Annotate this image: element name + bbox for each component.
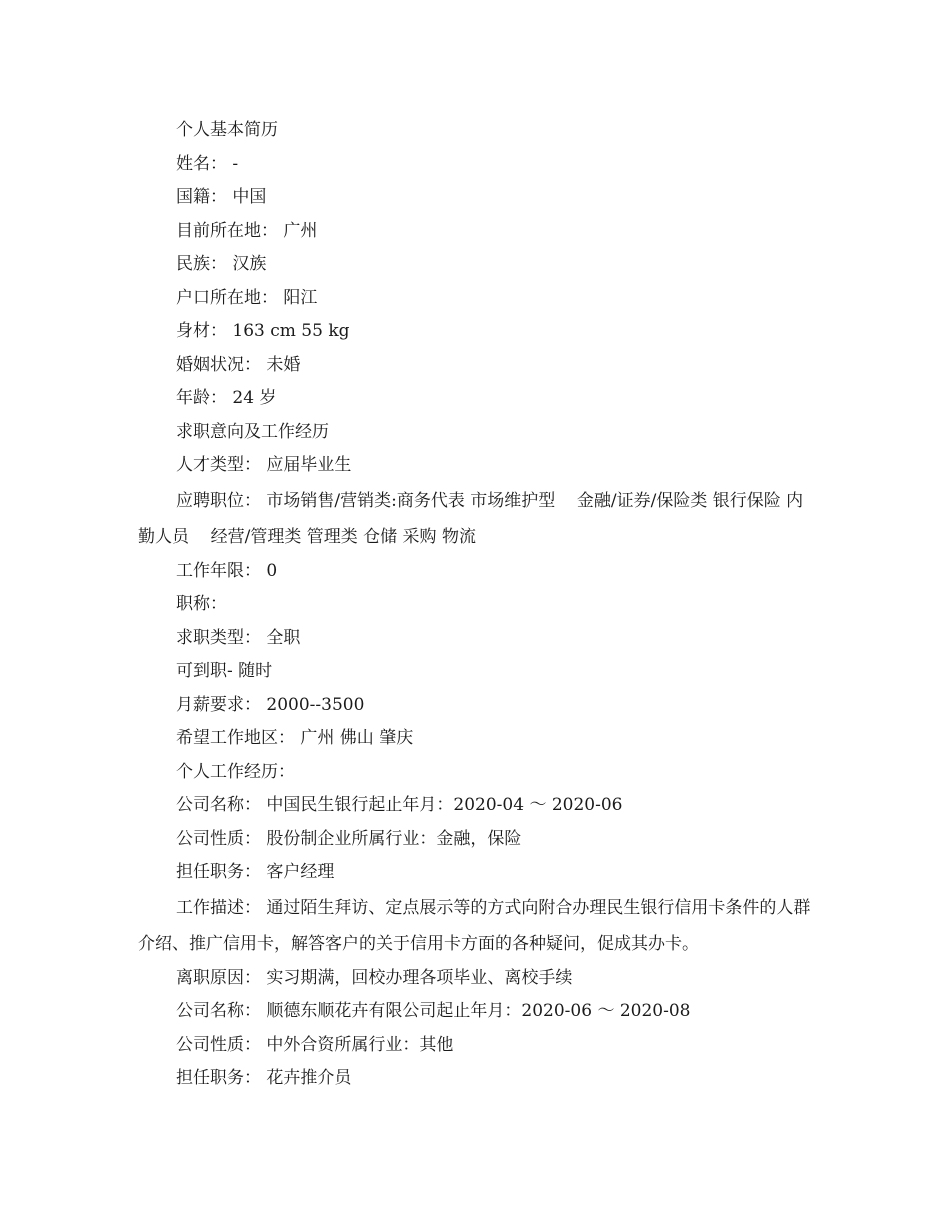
company-2-name-line: 公司名称： 顺德东顺花卉有限公司起止年月：2020-06 ～ 2020-08 [176, 1001, 691, 1021]
work-years-line: 工作年限： 0 [176, 560, 278, 581]
title-line: 职称： [176, 594, 227, 614]
company-1-description-paragraph: 工作描述： 通过陌生拜访、定点展示等的方式向附合办理民生银行信用卡条件的人群介绍、推广信用卡，解答客户的关于信用卡方面的各种疑问，促成其办卡。 [138, 897, 811, 954]
section-heading-basic: 个人基本简历 [176, 120, 278, 140]
company-1-name-line: 公司名称： 中国民生银行起止年月：2020-04 ～ 2020-06 [176, 795, 623, 815]
talent-type-line: 人才类型： 应届毕业生 [176, 455, 352, 475]
height-weight-line: 身材： 163 cm 55 kg [176, 321, 350, 341]
company-1-leave-reason-line: 离职原因： 实习期满，回校办理各项毕业、离校手续 [176, 967, 573, 988]
section-heading-experience: 个人工作经历： [176, 761, 295, 782]
company-2-position-line: 担任职务： 花卉推介员 [176, 1068, 352, 1088]
applied-position-paragraph: 应聘职位： 市场销售/营销类:商务代表 市场维护型 金融/证券/保险类 银行保险 内勤人员 经营/管理类 管理类 仓储 采购 物流 [138, 490, 804, 547]
hukou-location-line: 户口所在地： 阳江 [176, 287, 318, 308]
availability-line: 可到职- 随时 [176, 661, 273, 681]
current-location-line: 目前所在地： 广州 [176, 220, 318, 241]
nationality-line: 国籍： 中国 [176, 187, 267, 207]
job-type-line: 求职类型： 全职 [176, 627, 301, 648]
desired-area-line: 希望工作地区： 广州 佛山 肇庆 [176, 728, 414, 748]
salary-line: 月薪要求： 2000--3500 [176, 694, 365, 715]
company-1-position-line: 担任职务： 客户经理 [176, 862, 335, 882]
name-line: 姓名： - [176, 153, 239, 174]
ethnicity-line: 民族： 汉族 [176, 254, 267, 274]
resume-body [138, 114, 818, 1096]
company-2-nature-line: 公司性质： 中外合资所属行业：其他 [176, 1034, 454, 1055]
section-heading-intention: 求职意向及工作经历 [176, 421, 329, 442]
company-1-nature-line: 公司性质： 股份制企业所属行业：金融，保险 [176, 828, 522, 849]
age-line: 年龄： 24 岁 [176, 388, 277, 408]
marital-status-line: 婚姻状况： 未婚 [176, 354, 301, 375]
